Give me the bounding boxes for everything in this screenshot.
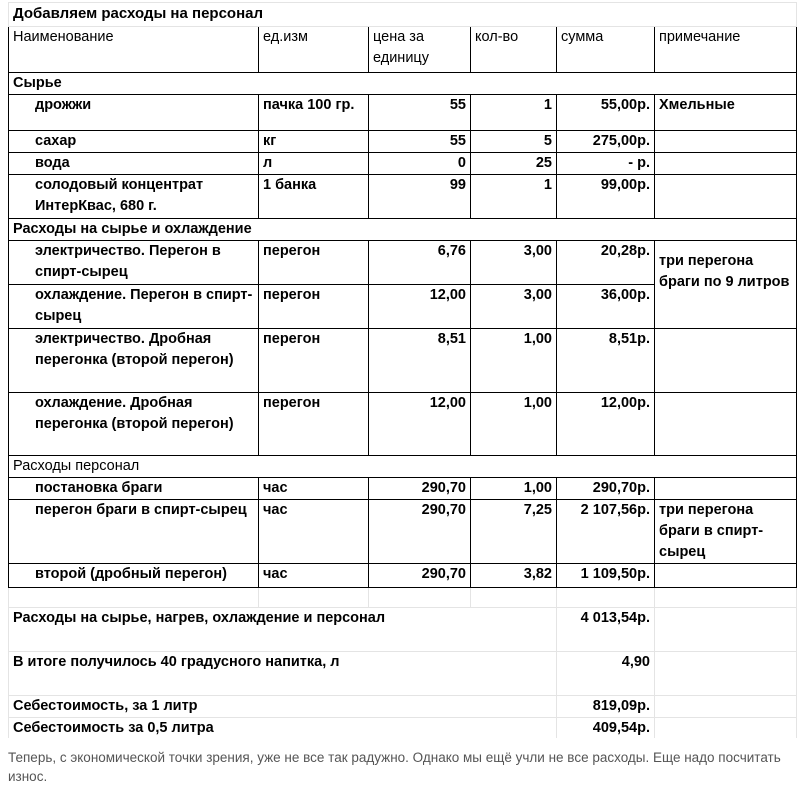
cell-sum: 1 109,50р. xyxy=(557,564,655,588)
cell-price: 0 xyxy=(369,153,471,175)
table-row xyxy=(9,478,797,500)
cell-price: 290,70 xyxy=(369,564,471,588)
table-row xyxy=(9,241,797,285)
cell-sum: 8,51р. xyxy=(557,329,655,393)
section-staff: Расходы персонал xyxy=(9,456,797,478)
cell-unit: 1 банка xyxy=(259,175,369,219)
cell-price: 12,00 xyxy=(369,285,471,329)
cell-sum: 290,70р. xyxy=(557,478,655,500)
cell-unit: перегон xyxy=(259,393,369,456)
header-unit: ед.изм xyxy=(259,27,369,73)
section-raw: Сырье xyxy=(9,73,797,95)
cell-price: 55 xyxy=(369,95,471,131)
spacer-row xyxy=(9,588,797,608)
summary-row xyxy=(9,652,797,696)
cell-note xyxy=(655,478,797,500)
summary-row xyxy=(9,696,797,718)
cell-sum: 2 107,56р. xyxy=(557,500,655,564)
table-row xyxy=(9,175,797,219)
cell-price: 290,70 xyxy=(369,500,471,564)
cell-price: 99 xyxy=(369,175,471,219)
cell-price: 12,00 xyxy=(369,393,471,456)
section-heat: Расходы на сырье и охлаждение xyxy=(9,219,797,241)
cell-note: три перегона браги по 9 литров xyxy=(655,241,797,329)
cell-name: вода xyxy=(9,153,259,175)
cell-name: электричество. Перегон в спирт-сырец xyxy=(9,241,259,285)
cell-name: перегон браги в спирт-сырец xyxy=(9,500,259,564)
cell-note xyxy=(655,153,797,175)
cell-sum: 12,00р. xyxy=(557,393,655,456)
cost-table xyxy=(8,2,797,738)
cell-unit: пачка 100 гр. xyxy=(259,95,369,131)
cell-price: 290,70 xyxy=(369,478,471,500)
summary-label: В итоге получилось 40 градусного напитка, л xyxy=(9,652,557,696)
cell-price: 8,51 xyxy=(369,329,471,393)
cell-name: дрожжи xyxy=(9,95,259,131)
cell-qty: 3,00 xyxy=(471,285,557,329)
cell-price: 6,76 xyxy=(369,241,471,285)
summary-row xyxy=(9,718,797,739)
cell-qty: 1 xyxy=(471,95,557,131)
summary-value: 4 013,54р. xyxy=(557,608,655,652)
cell-sum: 20,28р. xyxy=(557,241,655,285)
header-note: примечание xyxy=(655,27,797,73)
cell-qty: 1,00 xyxy=(471,393,557,456)
cell-sum: 275,00р. xyxy=(557,131,655,153)
title-row xyxy=(9,3,797,27)
cell-name: постановка браги xyxy=(9,478,259,500)
header-price: цена за единицу xyxy=(369,27,471,73)
header-name: Наименование xyxy=(9,27,259,73)
header-qty: кол-во xyxy=(471,27,557,73)
cell-name: второй (дробный перегон) xyxy=(9,564,259,588)
header-row xyxy=(9,27,797,73)
header-sum: сумма xyxy=(557,27,655,73)
cell-name: солодовый концентрат ИнтерКвас, 680 г. xyxy=(9,175,259,219)
cell-qty: 25 xyxy=(471,153,557,175)
summary-value: 819,09р. xyxy=(557,696,655,718)
cell-note: три перегона браги в спирт-сырец xyxy=(655,500,797,564)
spreadsheet xyxy=(8,2,798,738)
cell-unit: час xyxy=(259,564,369,588)
section-row xyxy=(9,219,797,241)
summary-label: Себестоимость за 0,5 литра xyxy=(9,718,557,739)
cell-qty: 1,00 xyxy=(471,329,557,393)
summary-value: 409,54р. xyxy=(557,718,655,739)
cell-price: 55 xyxy=(369,131,471,153)
cell-name: сахар xyxy=(9,131,259,153)
cell-note xyxy=(655,175,797,219)
cell-sum: 55,00р. xyxy=(557,95,655,131)
cell-qty: 3,00 xyxy=(471,241,557,285)
summary-value: 4,90 xyxy=(557,652,655,696)
table-row xyxy=(9,564,797,588)
cell-qty: 1 xyxy=(471,175,557,219)
summary-label: Себестоимость, за 1 литр xyxy=(9,696,557,718)
table-row xyxy=(9,329,797,393)
cell-note xyxy=(655,393,797,456)
cell-qty: 7,25 xyxy=(471,500,557,564)
cell-name: охлаждение. Дробная перегонка (второй перегон) xyxy=(9,393,259,456)
cell-unit: час xyxy=(259,500,369,564)
cell-unit: перегон xyxy=(259,329,369,393)
summary-row xyxy=(9,608,797,652)
cell-sum: 36,00р. xyxy=(557,285,655,329)
cell-qty: 5 xyxy=(471,131,557,153)
cell-note xyxy=(655,564,797,588)
summary-label: Расходы на сырье, нагрев, охлаждение и персонал xyxy=(9,608,557,652)
cell-unit: л xyxy=(259,153,369,175)
table-row xyxy=(9,500,797,564)
cell-name: охлаждение. Перегон в спирт-сырец xyxy=(9,285,259,329)
cell-qty: 3,82 xyxy=(471,564,557,588)
section-row xyxy=(9,73,797,95)
cell-sum: 99,00р. xyxy=(557,175,655,219)
table-row xyxy=(9,153,797,175)
cell-unit: перегон xyxy=(259,285,369,329)
sheet-title: Добавляем расходы на персонал xyxy=(9,3,797,27)
table-row xyxy=(9,95,797,131)
section-row xyxy=(9,456,797,478)
cell-qty: 1,00 xyxy=(471,478,557,500)
cell-sum: - р. xyxy=(557,153,655,175)
table-row xyxy=(9,131,797,153)
caption-text: Теперь, с экономической точки зрения, уже не все так радужно. Однако мы ещё учли не все расходы. Еще надо посчитать износ. xyxy=(8,750,781,784)
cell-unit: час xyxy=(259,478,369,500)
cell-name: электричество. Дробная перегонка (второй перегон) xyxy=(9,329,259,393)
cell-unit: кг xyxy=(259,131,369,153)
cell-note xyxy=(655,131,797,153)
cell-note: Хмельные xyxy=(655,95,797,131)
cell-unit: перегон xyxy=(259,241,369,285)
cell-note xyxy=(655,329,797,393)
table-row xyxy=(9,393,797,456)
